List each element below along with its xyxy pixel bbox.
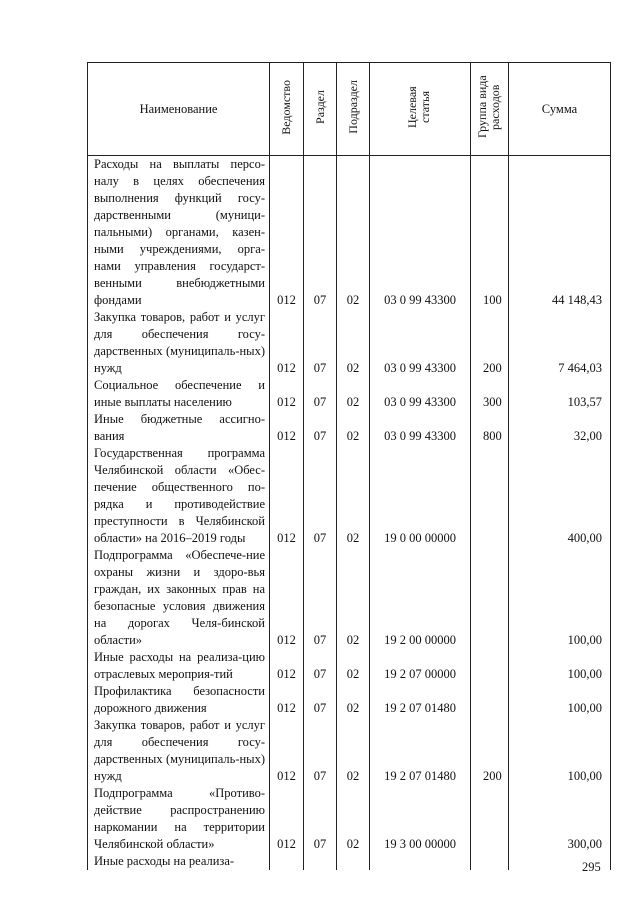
table-row <box>88 309 611 377</box>
cell-target-item: 19 2 07 01480 <box>370 717 471 785</box>
table-header-row <box>88 63 611 156</box>
table-row <box>88 377 611 411</box>
cell-department: 012 <box>270 649 304 683</box>
cell-name: Подпрограмма «Обеспече-ние охраны жизни и здоро-вья граждан, их законных прав на безопасные условия движения на дорогах Челя-бинской области» <box>88 547 270 649</box>
header-section-label: Раздел <box>312 90 327 124</box>
cell-department: 012 <box>270 785 304 853</box>
cell-name: Иные расходы на реализа- <box>88 853 270 870</box>
cell-amount: 44 148,43 <box>509 156 611 310</box>
cell-target-item: 03 0 99 43300 <box>370 156 471 310</box>
table-row <box>88 411 611 445</box>
cell-amount: 103,57 <box>509 377 611 411</box>
cell-subsection: 02 <box>337 785 370 853</box>
table-row <box>88 445 611 547</box>
cell-target-item <box>370 853 471 870</box>
header-target-item <box>370 63 471 156</box>
cell-name: Подпрограмма «Противо-действие распространению наркомании на территории Челябинской области» <box>88 785 270 853</box>
cell-department: 012 <box>270 377 304 411</box>
cell-expense-group <box>471 853 509 870</box>
cell-target-item: 19 2 00 00000 <box>370 547 471 649</box>
cell-target-item: 19 0 00 00000 <box>370 445 471 547</box>
cell-target-item: 19 2 07 01480 <box>370 683 471 717</box>
cell-name: Социальное обеспечение и иные выплаты населению <box>88 377 270 411</box>
cell-expense-group: 200 <box>471 309 509 377</box>
cell-section <box>304 853 337 870</box>
cell-section: 07 <box>304 377 337 411</box>
cell-subsection: 02 <box>337 649 370 683</box>
cell-amount: 100,00 <box>509 683 611 717</box>
header-expense-group <box>471 63 509 156</box>
cell-subsection <box>337 853 370 870</box>
cell-amount: 7 464,03 <box>509 309 611 377</box>
cell-section: 07 <box>304 683 337 717</box>
cell-expense-group <box>471 785 509 853</box>
cell-name: Иные расходы на реализа-цию отраслевых мероприя-тий <box>88 649 270 683</box>
page-number: 295 <box>582 860 601 874</box>
header-expense-group-label: Группа вида расходов <box>474 75 502 139</box>
header-section <box>304 63 337 156</box>
cell-department: 012 <box>270 683 304 717</box>
cell-expense-group: 800 <box>471 411 509 445</box>
cell-expense-group: 300 <box>471 377 509 411</box>
cell-department: 012 <box>270 156 304 310</box>
table-row <box>88 683 611 717</box>
header-department-label: Ведомство <box>279 79 293 135</box>
cell-target-item: 03 0 99 43300 <box>370 309 471 377</box>
cell-subsection: 02 <box>337 717 370 785</box>
cell-name: Государственная программа Челябинской области «Обес-печение общественного по-рядка и противодействие преступности в Челябинской области» на 2016–2019 годы <box>88 445 270 547</box>
cell-section: 07 <box>304 547 337 649</box>
cell-section: 07 <box>304 309 337 377</box>
cell-subsection: 02 <box>337 547 370 649</box>
cell-amount: 100,00 <box>509 547 611 649</box>
table-row <box>88 717 611 785</box>
cell-amount: 100,00 <box>509 717 611 785</box>
cell-expense-group: 100 <box>471 156 509 310</box>
header-department <box>270 63 304 156</box>
cell-section: 07 <box>304 785 337 853</box>
cell-expense-group <box>471 683 509 717</box>
header-subsection <box>337 63 370 156</box>
cell-subsection: 02 <box>337 377 370 411</box>
header-target-item-label: Целевая статья <box>405 86 432 128</box>
cell-amount: 300,00 <box>509 785 611 853</box>
cell-amount: 32,00 <box>509 411 611 445</box>
cell-amount: 400,00 <box>509 445 611 547</box>
budget-table <box>87 62 611 870</box>
cell-subsection: 02 <box>337 156 370 310</box>
cell-name: Закупка товаров, работ и услуг для обеспечения госу-дарственных (муниципаль-ных) нужд <box>88 309 270 377</box>
cell-target-item: 19 3 00 00000 <box>370 785 471 853</box>
cell-expense-group: 200 <box>471 717 509 785</box>
cell-expense-group <box>471 649 509 683</box>
cell-subsection: 02 <box>337 445 370 547</box>
cell-subsection: 02 <box>337 411 370 445</box>
cell-section: 07 <box>304 717 337 785</box>
cell-subsection: 02 <box>337 309 370 377</box>
table-row <box>88 156 611 310</box>
cell-department: 012 <box>270 717 304 785</box>
cell-department <box>270 853 304 870</box>
header-subsection-label: Подраздел <box>345 80 360 134</box>
cell-name: Закупка товаров, работ и услуг для обеспечения госу-дарственных (муниципаль-ных) нужд <box>88 717 270 785</box>
table-row <box>88 853 611 870</box>
cell-subsection: 02 <box>337 683 370 717</box>
cell-section: 07 <box>304 411 337 445</box>
header-amount: Сумма <box>509 63 611 156</box>
cell-target-item: 19 2 07 00000 <box>370 649 471 683</box>
cell-section: 07 <box>304 649 337 683</box>
cell-expense-group <box>471 445 509 547</box>
table-body <box>88 156 611 871</box>
cell-section: 07 <box>304 445 337 547</box>
table-row <box>88 547 611 649</box>
cell-section: 07 <box>304 156 337 310</box>
table-row <box>88 785 611 853</box>
cell-name: Иные бюджетные ассигно-вания <box>88 411 270 445</box>
cell-name: Профилактика безопасности дорожного движения <box>88 683 270 717</box>
header-name: Наименование <box>88 63 270 156</box>
cell-department: 012 <box>270 445 304 547</box>
table-row <box>88 649 611 683</box>
cell-amount: 100,00 <box>509 649 611 683</box>
cell-target-item: 03 0 99 43300 <box>370 411 471 445</box>
cell-name: Расходы на выплаты персо-налу в целях обеспечения выполнения функций госу-дарственными (муници-пальными) органами, казен-ными учреждениями, орга-нами управления государст-венными внебюджетными фондами <box>88 156 270 310</box>
cell-department: 012 <box>270 411 304 445</box>
cell-target-item: 03 0 99 43300 <box>370 377 471 411</box>
cell-department: 012 <box>270 309 304 377</box>
cell-expense-group <box>471 547 509 649</box>
cell-department: 012 <box>270 547 304 649</box>
